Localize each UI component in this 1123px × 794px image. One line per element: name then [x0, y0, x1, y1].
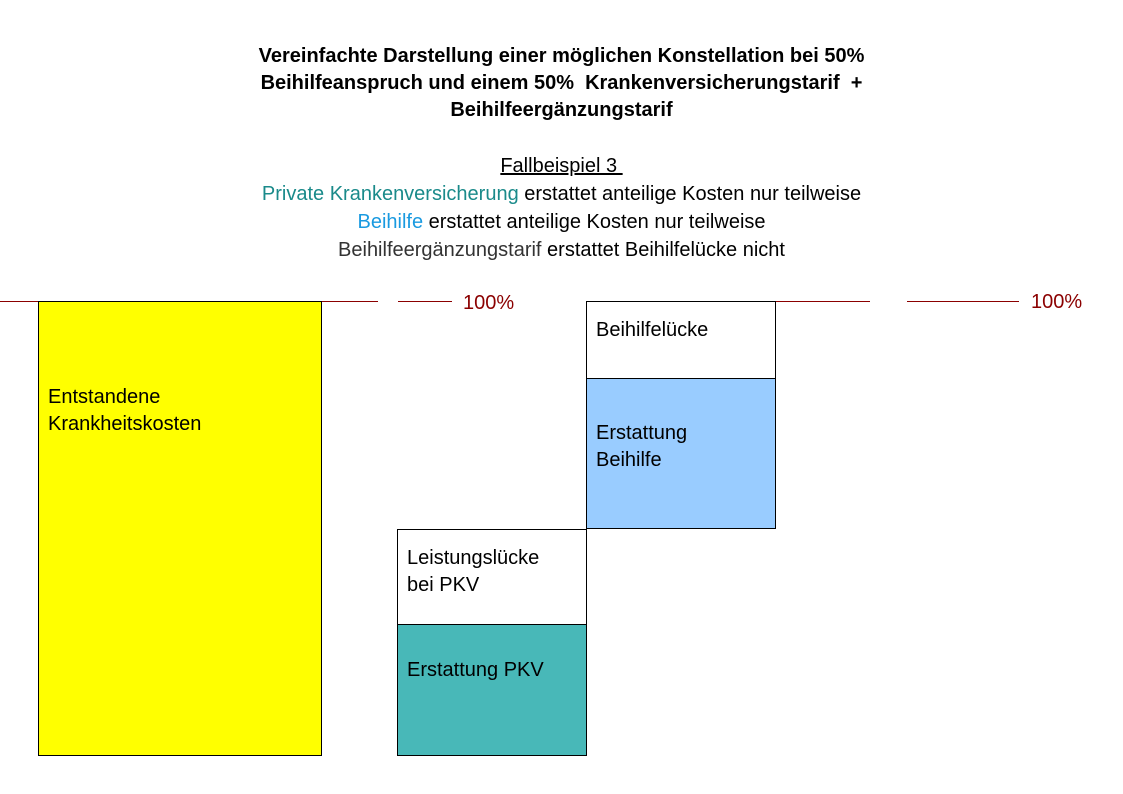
- title-line-1: Vereinfachte Darstellung einer möglichen Konstellation bei 50%: [258, 45, 865, 67]
- case-description: [0, 152, 1123, 264]
- title-line-2: Beihilfeanspruch und einem 50% Krankenversicherungstarif +: [260, 72, 863, 94]
- pkv-gap-label-1: Leistungslücke: [407, 547, 540, 569]
- pkv-statement-rest: erstattet anteilige Kosten nur teilweise: [518, 183, 862, 205]
- beihilfe-refund-label-1: Erstattung: [596, 422, 688, 444]
- beihilfe-highlight: Beihilfe: [357, 211, 424, 233]
- beihilfe-statement: [0, 208, 1123, 236]
- erg-statement-rest: erstattet Beihilfelücke nicht: [541, 239, 785, 261]
- title-line-3: Beihilfeergänzungstarif: [450, 99, 673, 121]
- diagram-title: [0, 43, 1123, 124]
- beihilfe-refund-box: [586, 378, 776, 529]
- pkv-statement: [0, 180, 1123, 208]
- costs-label-2: Krankheitskosten: [48, 413, 202, 435]
- costs-label-1: Entstandene: [48, 386, 161, 408]
- beihilfe-gap-label: Beihilfelücke: [596, 319, 709, 341]
- beihilfe-refund-label-2: Beihilfe: [596, 449, 662, 471]
- case-heading: Fallbeispiel 3: [500, 155, 623, 177]
- pkv-gap-label-2: bei PKV: [407, 574, 480, 596]
- beihilfe-gap-box: [586, 301, 776, 379]
- reference-line-right-1: [775, 301, 870, 302]
- pkv-refund-label: Erstattung PKV: [407, 659, 544, 681]
- reference-line-left-2: [398, 301, 452, 302]
- costs-box: [38, 301, 322, 756]
- reference-label-right: 100%: [1031, 291, 1083, 313]
- reference-label-left: 100%: [463, 292, 515, 314]
- erg-statement: [0, 236, 1123, 264]
- beihilfe-statement-rest: erstattet anteilige Kosten nur teilweise: [423, 211, 766, 233]
- pkv-gap-box: [397, 529, 587, 625]
- reference-line-right-2: [907, 301, 1019, 302]
- pkv-refund-box: [397, 624, 587, 756]
- pkv-highlight: Private Krankenversicherung: [261, 183, 519, 205]
- erg-highlight: Beihilfeergänzungstarif: [338, 239, 542, 261]
